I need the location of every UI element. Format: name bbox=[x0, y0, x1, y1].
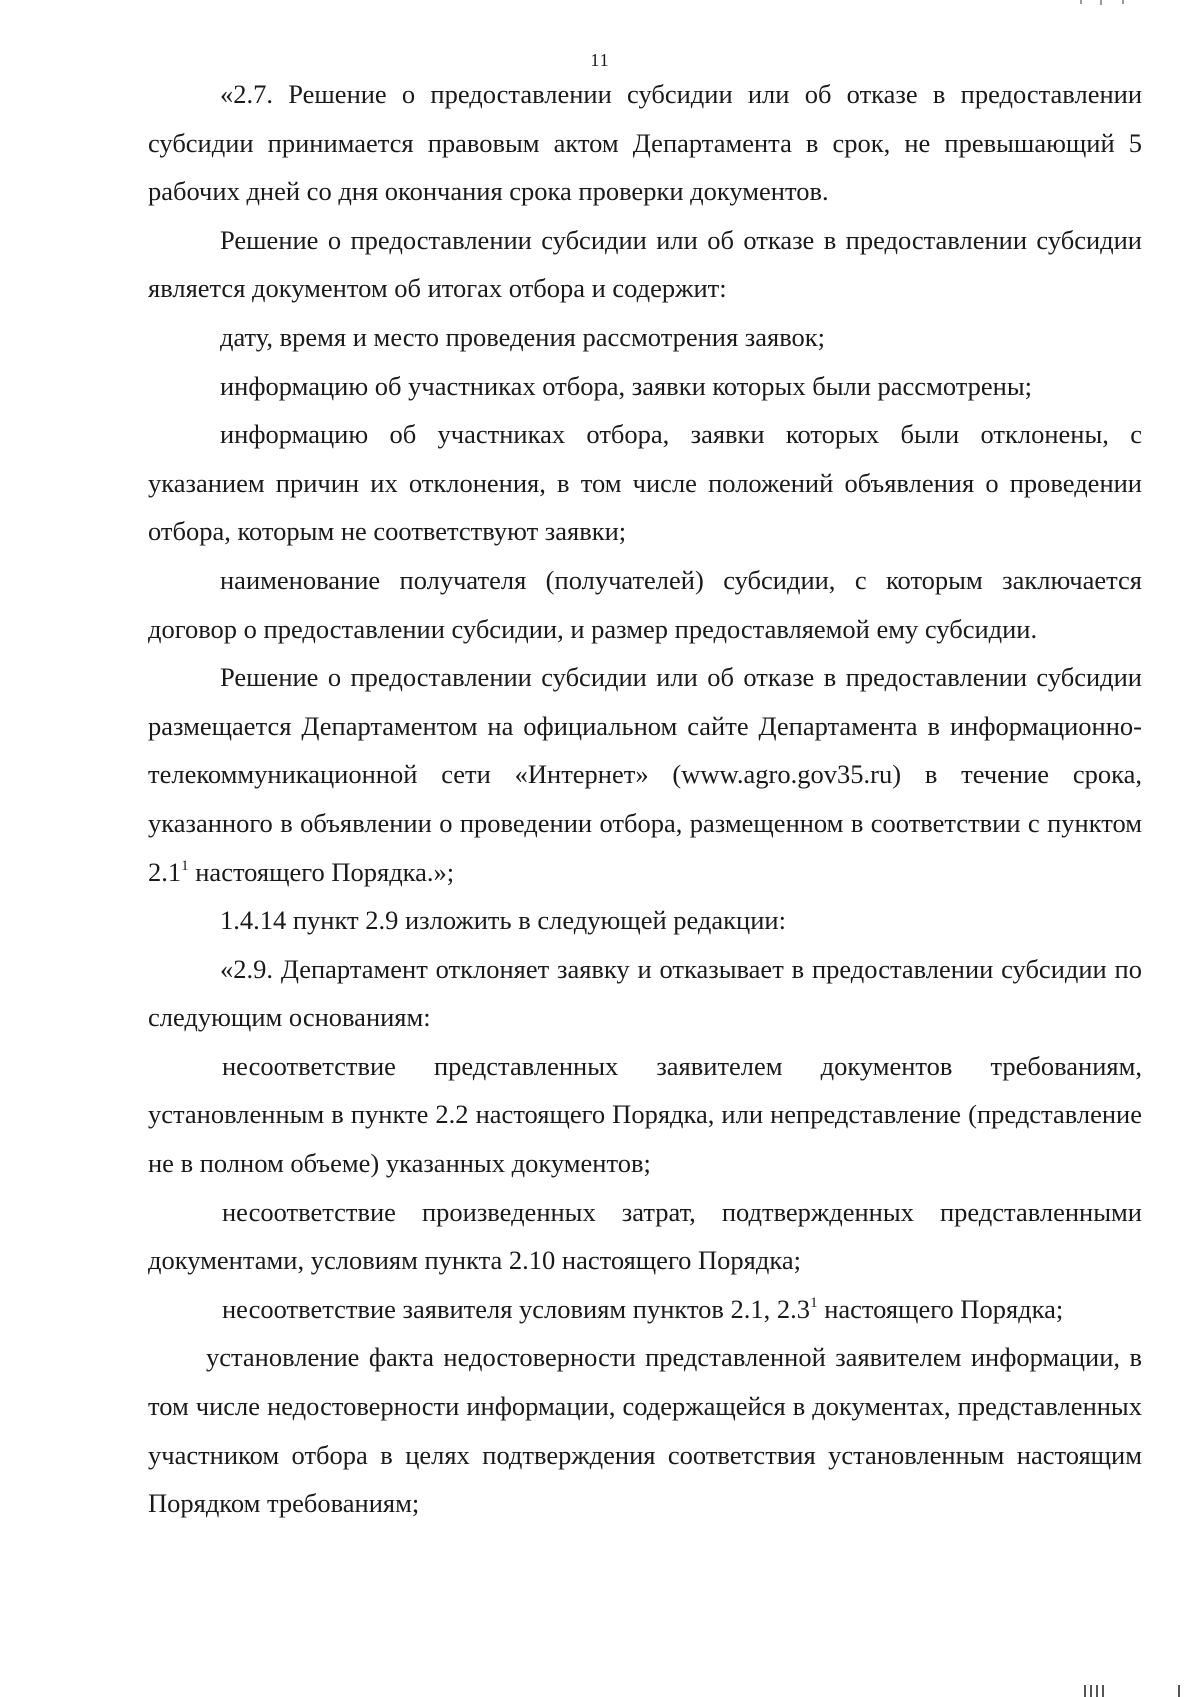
paragraph-1-4-14: 1.4.14 пункт 2.9 изложить в следующей редакции: bbox=[220, 905, 786, 936]
paragraph-decision-content: Решение о предоставлении субсидии или об отказе в предоставлении субсидии является документом об итогах отбора и содержит: bbox=[148, 224, 1142, 304]
document-body bbox=[148, 70, 1142, 1528]
list-item-recipient-name: наименование получателя (получателей) субсидии, с которым заключается договор о предоставлении субсидии, и размер предоставляемой ему субсидии. bbox=[148, 564, 1142, 644]
list-item-applicant-nonconformity bbox=[148, 1285, 1142, 1334]
list-item-costs-nonconformity: несоответствие произведенных затрат, подтвержденных представленными документами, условиям пункта 2.10 настоящего Порядка; bbox=[148, 1196, 1142, 1276]
list-item-considered-applications: информацию об участниках отбора, заявки которых были рассмотрены; bbox=[220, 370, 1033, 401]
scan-artifact bbox=[1102, 1685, 1104, 1697]
scan-artifact bbox=[1090, 1685, 1092, 1697]
scan-artifact bbox=[1122, 0, 1124, 4]
scan-artifact bbox=[1100, 0, 1102, 5]
superscript: 1 bbox=[810, 1294, 818, 1311]
paragraph-decision-publication bbox=[148, 653, 1142, 896]
superscript: 1 bbox=[181, 857, 189, 874]
scan-artifact bbox=[1084, 1685, 1086, 1697]
paragraph-text: настоящего Порядка.»; bbox=[188, 856, 455, 887]
scan-artifact bbox=[1178, 1685, 1180, 1697]
paragraph-text: настоящего Порядка; bbox=[817, 1293, 1064, 1324]
paragraph-2-9: «2.9. Департамент отклоняет заявку и отказывает в предоставлении субсидии по следующим основаниям: bbox=[148, 953, 1142, 1033]
scan-artifact bbox=[1096, 1685, 1098, 1697]
list-item-documents-nonconformity: несоответствие представленных заявителем документов требованиям, установленным в пункте 2.2 настоящего Порядка, или непредставление (представление не в полном объеме) указанных документов; bbox=[148, 1050, 1142, 1179]
list-item-rejected-applications: информацию об участниках отбора, заявки которых были отклонены, с указанием причин их отклонения, в том числе положений объявления о проведении отбора, которым не соответствуют заявки; bbox=[148, 419, 1142, 547]
list-item-false-information: установление факта недостоверности представленной заявителем информации, в том числе недостоверности информации, содержащейся в документах, представленных участником отбора в целях подтверждения соответствия установленным настоящим Порядком требованиям; bbox=[148, 1342, 1142, 1519]
paragraph-text: Решение о предоставлении субсидии или об отказе в предоставлении субсидии размещается Департаментом на официальном сайте Департамента в информационно-телекоммуникационной сети «Интернет» (www.agro.gov35.ru) в течение срока, указанного в объявлении о проведении отбора, размещенном в соответствии с пунктом 2.1 bbox=[148, 662, 1142, 887]
list-item-date-time-place: дату, время и место проведения рассмотрения заявок; bbox=[220, 321, 826, 352]
paragraph-2-7: «2.7. Решение о предоставлении субсидии или об отказе в предоставлении субсидии принимается правовым актом Департамента в срок, не превышающий 5 рабочих дней со дня окончания срока проверки документов. bbox=[148, 79, 1142, 207]
page-number: 11 bbox=[590, 50, 610, 70]
paragraph-text: несоответствие заявителя условиям пунктов 2.1, 2.3 bbox=[222, 1293, 811, 1324]
scan-artifact bbox=[1080, 0, 1082, 4]
